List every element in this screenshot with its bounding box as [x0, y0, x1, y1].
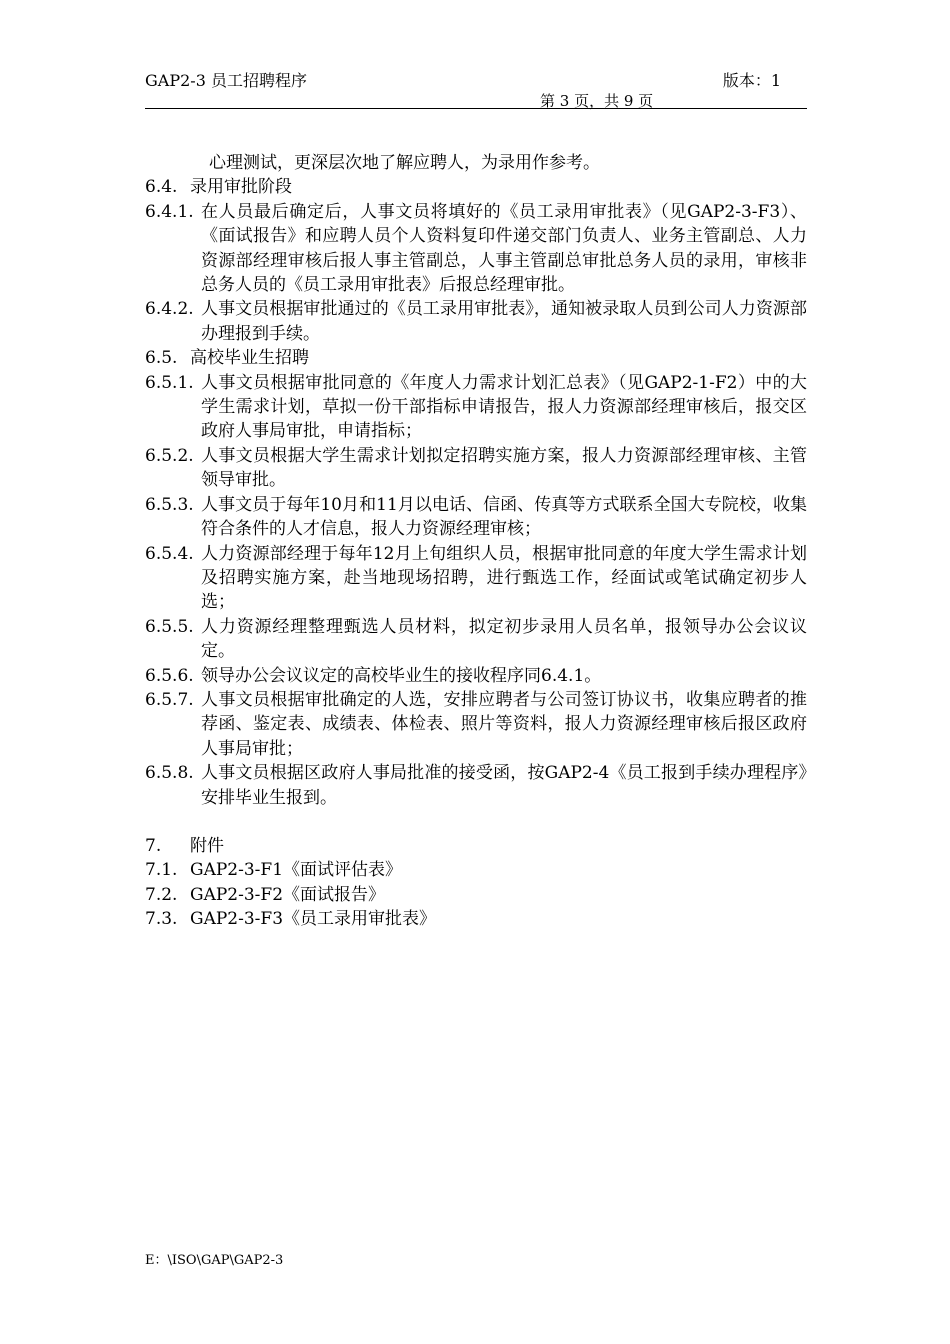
clause-number: 6.5.5. — [145, 616, 194, 637]
appendix-number: 7.1. — [145, 860, 178, 881]
clause-text: 在人员最后确定后，人事文员将填好的《员工录用审批表》（见GAP2-3-F3）、《面试报告》和应聘人员个人资料复印件递交部门负责人、业务主管副总、人力资源部经理审核后报人事主管副总，人事主管副总审批总务人员的录用，审核非总务人员的《员工录用审批表》后报总经理审批。 — [201, 201, 807, 296]
clause-6-5-8 — [145, 761, 807, 810]
blank-line — [145, 810, 807, 834]
clause-number: 6.5.8. — [145, 763, 194, 784]
section-number: 6.5. — [145, 348, 178, 369]
clause-number: 6.5.6. — [145, 665, 194, 686]
page-number: 第 3 页，共 9 页 — [540, 92, 654, 110]
clause-text: 人力资源部经理于每年12月上旬组织人员，根据审批同意的年度大学生需求计划及招聘实施方案，赴当地现场招聘，进行甄选工作，经面试或笔试确定初步人选； — [201, 543, 807, 613]
clause-text: 领导办公会议议定的高校毕业生的接收程序同6.4.1。 — [201, 665, 602, 686]
appendix-item — [145, 858, 807, 882]
document-body — [145, 151, 807, 932]
clause-text: 人事文员根据区政府人事局批准的接受函，按GAP2-4《员工报到手续办理程序》安排毕业生报到。 — [201, 763, 807, 808]
section-number: 6.4. — [145, 177, 178, 198]
clause-6-5-3 — [145, 493, 807, 542]
clause-6-5-6 — [145, 664, 807, 688]
clause-number: 6.5.1. — [145, 372, 194, 393]
section-number: 7. — [145, 835, 162, 856]
header-divider — [145, 108, 807, 109]
section-6-5 — [145, 346, 807, 370]
clause-text: 人事文员根据审批确定的人选，安排应聘者与公司签订协议书，收集应聘者的推荐函、鉴定表、成绩表、体检表、照片等资料，报人力资源经理审核后报区政府人事局审批； — [201, 689, 807, 759]
clause-6-4-2 — [145, 297, 807, 346]
section-heading: 录用审批阶段 — [190, 177, 292, 198]
clause-6-5-5 — [145, 615, 807, 664]
file-path-footer: E：\ISO\GAP\GAP2-3 — [145, 1253, 284, 1268]
clause-text: 人事文员于每年10月和11月以电话、信函、传真等方式联系全国大专院校，收集符合条件的人才信息，报人力资源经理审核； — [201, 494, 807, 540]
clause-number: 6.4.2. — [145, 299, 194, 320]
section-heading: 高校毕业生招聘 — [190, 348, 309, 369]
clause-6-5-7 — [145, 688, 807, 761]
clause-text: 人力资源经理整理甄选人员材料，拟定初步录用人员名单，报领导办公会议议定。 — [201, 616, 807, 662]
appendix-number: 7.3. — [145, 909, 178, 930]
clause-number: 6.4.1. — [145, 201, 194, 222]
clause-number: 6.5.4. — [145, 543, 194, 564]
version-label: 版本：1 — [722, 71, 781, 90]
clause-number: 6.5.2. — [145, 445, 194, 466]
appendix-text: GAP2-3-F2《面试报告》 — [190, 884, 386, 905]
clause-number: 6.5.3. — [145, 494, 194, 515]
appendix-text: GAP2-3-F1《面试评估表》 — [190, 860, 403, 881]
appendix-item — [145, 907, 807, 931]
appendix-item — [145, 883, 807, 907]
clause-number: 6.5.7. — [145, 689, 194, 710]
intro-paragraph — [145, 151, 807, 175]
page-header — [145, 68, 807, 112]
document-title: GAP2-3 员工招聘程序 — [145, 71, 307, 90]
clause-6-5-2 — [145, 444, 807, 493]
section-6-4 — [145, 175, 807, 199]
clause-6-5-4 — [145, 542, 807, 615]
clause-6-4-1 — [145, 200, 807, 298]
clause-text: 人事文员根据大学生需求计划拟定招聘实施方案，报人力资源部经理审核、主管领导审批。 — [201, 445, 807, 491]
intro-text: 心理测试，更深层次地了解应聘人，为录用作参考。 — [209, 153, 600, 173]
appendix-number: 7.2. — [145, 884, 178, 905]
clause-text: 人事文员根据审批通过的《员工录用审批表》，通知被录取人员到公司人力资源部办理报到手续。 — [201, 299, 807, 344]
appendix-text: GAP2-3-F3《员工录用审批表》 — [190, 909, 437, 930]
section-heading: 附件 — [190, 835, 224, 856]
clause-6-5-1 — [145, 371, 807, 444]
clause-text: 人事文员根据审批同意的《年度人力需求计划汇总表》（见GAP2-1-F2）中的大学生需求计划，草拟一份干部指标申请报告，报人力资源部经理审核后，报交区政府人事局审批，申请指标； — [201, 372, 807, 442]
section-7 — [145, 834, 807, 858]
